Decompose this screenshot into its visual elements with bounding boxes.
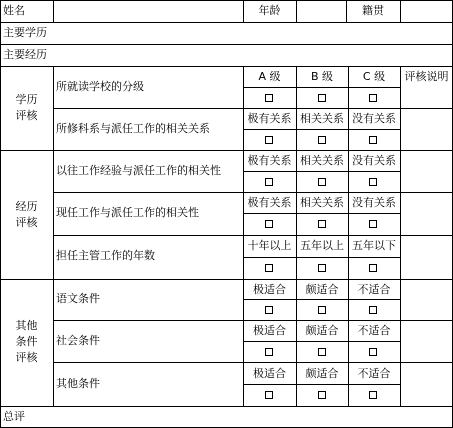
checkbox-grade-a[interactable] — [265, 94, 273, 102]
summary-label: 总评 — [3, 410, 25, 423]
checkbox-major-none[interactable] — [369, 136, 377, 144]
checkbox-language-high[interactable] — [265, 306, 273, 314]
checkbox-past-related[interactable] — [318, 178, 326, 186]
option-relation-related: 相关关系 — [300, 112, 344, 125]
option-suit-no: 不适合 — [357, 283, 391, 296]
item-past-experience: 以往工作经验与派任工作的相关性 — [56, 164, 221, 177]
item-social: 社会条件 — [56, 334, 100, 347]
option-relation-high: 极有关系 — [247, 154, 292, 167]
option-suit-fair: 颇适合 — [305, 367, 339, 380]
checkbox-years-ten-plus[interactable] — [265, 264, 273, 272]
checkbox-other-no[interactable] — [369, 391, 377, 399]
option-grade-a: A 级 — [258, 70, 281, 83]
checkbox-years-five-plus[interactable] — [318, 264, 326, 272]
name-label: 姓名 — [3, 4, 25, 17]
item-major-relevance: 所修科系与派任工作的相关关系 — [56, 122, 210, 135]
option-relation-high: 极有关系 — [247, 112, 292, 125]
option-relation-none: 没有关系 — [352, 154, 396, 167]
review-note-header: 评核说明 — [404, 70, 449, 83]
option-grade-b: B 级 — [310, 70, 334, 83]
option-suit-fair: 颇适合 — [305, 324, 339, 337]
option-relation-related: 相关关系 — [300, 196, 344, 209]
option-relation-none: 没有关系 — [352, 112, 396, 125]
checkbox-current-high[interactable] — [265, 220, 273, 228]
option-relation-none: 没有关系 — [352, 196, 396, 209]
option-suit-high: 极适合 — [253, 367, 286, 380]
option-grade-c: C 级 — [362, 70, 386, 83]
option-suit-no: 不适合 — [357, 367, 391, 380]
option-suit-no: 不适合 — [357, 324, 391, 337]
option-years-ten-plus: 十年以上 — [247, 239, 292, 252]
checkbox-social-high[interactable] — [265, 348, 273, 356]
checkbox-past-high[interactable] — [265, 178, 273, 186]
checkbox-social-no[interactable] — [369, 348, 377, 356]
education-label: 主要学历 — [3, 26, 47, 39]
option-relation-high: 极有关系 — [247, 196, 292, 209]
option-years-five-plus: 五年以上 — [300, 239, 344, 252]
checkbox-major-related[interactable] — [318, 136, 326, 144]
option-years-under-five: 五年以下 — [352, 239, 396, 252]
checkbox-other-high[interactable] — [265, 391, 273, 399]
origin-label: 籍贯 — [362, 4, 384, 17]
item-other: 其他条件 — [56, 377, 100, 390]
age-label: 年龄 — [258, 4, 281, 17]
item-school-grade: 所就读学校的分级 — [56, 80, 144, 93]
experience-label: 主要经历 — [3, 48, 47, 61]
item-language: 语文条件 — [56, 292, 100, 305]
education-review-label: 学历 评核 — [15, 93, 38, 122]
checkbox-years-under-five[interactable] — [369, 264, 377, 272]
checkbox-grade-c[interactable] — [369, 94, 377, 102]
option-suit-high: 极适合 — [253, 283, 286, 296]
other-review-label: 其他 条件 评核 — [15, 319, 38, 364]
checkbox-other-fair[interactable] — [318, 391, 326, 399]
checkbox-past-none[interactable] — [369, 178, 377, 186]
option-suit-high: 极适合 — [253, 324, 286, 337]
item-current-work: 现任工作与派任工作的相关性 — [56, 206, 199, 219]
checkbox-current-related[interactable] — [318, 220, 326, 228]
experience-review-label: 经历 评核 — [15, 200, 38, 229]
checkbox-current-none[interactable] — [369, 220, 377, 228]
option-suit-fair: 颇适合 — [305, 283, 339, 296]
checkbox-social-fair[interactable] — [318, 348, 326, 356]
option-relation-related: 相关关系 — [300, 154, 344, 167]
item-manager-years: 担任主管工作的年数 — [56, 249, 155, 262]
checkbox-major-high[interactable] — [265, 136, 273, 144]
checkbox-grade-b[interactable] — [318, 94, 326, 102]
checkbox-language-no[interactable] — [369, 306, 377, 314]
checkbox-language-fair[interactable] — [318, 306, 326, 314]
